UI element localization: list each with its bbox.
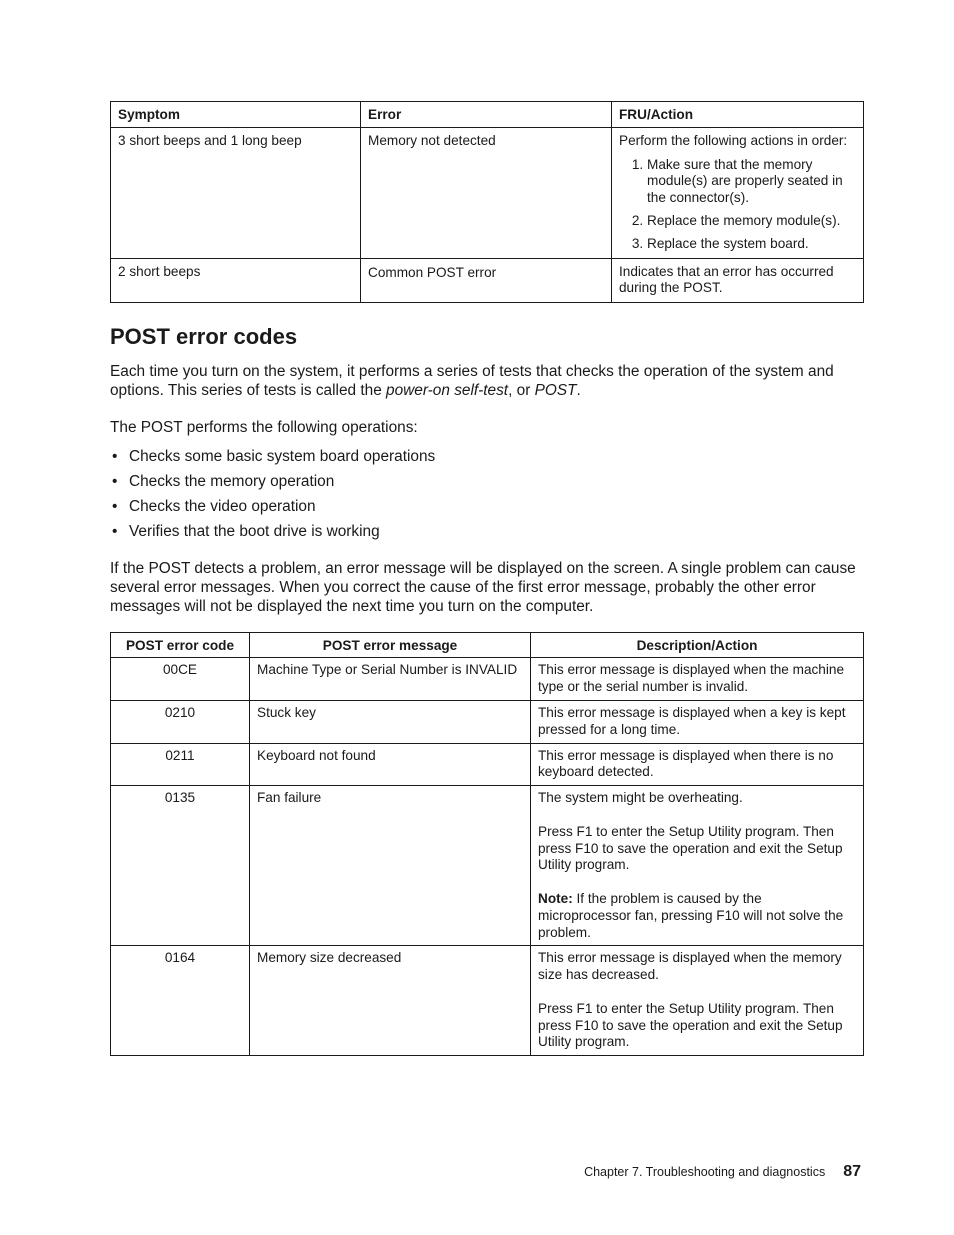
- action-step: 3. Replace the system board.: [647, 236, 856, 253]
- action-steps: [619, 157, 856, 253]
- error-message-cell: Memory size decreased: [250, 946, 531, 1056]
- note-body: If the problem is caused by the microprocessor fan, pressing F10 will not solve the problem.: [538, 891, 844, 940]
- list-item: • Checks the video operation: [110, 498, 863, 517]
- list-item: • Checks some basic system board operations: [110, 448, 863, 467]
- problem-paragraph: If the POST detects a problem, an error message will be displayed on the screen. A single problem can cause several error messages. When you correct the cause of the first error message, probably the other error messages will not be displayed the next time you turn on the computer.: [110, 560, 856, 615]
- intro-paragraph: [110, 363, 863, 401]
- action-cell: Indicates that an error has occurred during the POST.: [612, 258, 864, 303]
- column-header: Description/Action: [531, 632, 864, 658]
- error-code-cell: 00CE: [111, 658, 250, 701]
- note-text: [538, 891, 856, 941]
- table-header-row: [111, 102, 864, 128]
- table-row: [111, 258, 864, 303]
- column-header: Error: [361, 102, 612, 128]
- action-intro: Perform the following actions in order:: [619, 132, 848, 148]
- intro-text: .: [576, 381, 581, 399]
- symptom-table: [110, 101, 864, 303]
- error-cell: Common POST error: [361, 258, 612, 303]
- error-message-cell: Stuck key: [250, 701, 531, 744]
- error-code-cell: 0164: [111, 946, 250, 1056]
- table-row: [111, 701, 864, 744]
- chapter-label: Chapter 7. Troubleshooting and diagnostics: [584, 1165, 826, 1179]
- table-header-row: [111, 632, 864, 658]
- intro-text: Each time you turn on the system, it performs a series of tests that checks the operation of the system and options. This series of tests is called the: [110, 363, 834, 399]
- description-cell: This error message is displayed when the machine type or the serial number is invalid.: [531, 658, 864, 701]
- error-code-cell: 0135: [111, 786, 250, 946]
- document-page: [110, 101, 863, 1056]
- list-item: • Verifies that the boot drive is working: [110, 523, 863, 542]
- error-message-cell: Fan failure: [250, 786, 531, 946]
- note-label: Note:: [538, 891, 573, 906]
- table-row: [111, 786, 864, 946]
- table-row: [111, 743, 864, 786]
- table-row: [111, 127, 864, 258]
- description-cell: [531, 786, 864, 946]
- column-header: POST error code: [111, 632, 250, 658]
- description-cell: [531, 946, 864, 1056]
- column-header: POST error message: [250, 632, 531, 658]
- action-step: 1. Make sure that the memory module(s) are properly seated in the connector(s).: [647, 157, 856, 207]
- description-text: Press F1 to enter the Setup Utility program. Then press F10 to save the operation and exit the Setup Utility program.: [538, 1000, 843, 1050]
- operations-list: [110, 448, 863, 543]
- table-row: [111, 658, 864, 701]
- description-text: The system might be overheating.: [538, 790, 743, 806]
- description-text: Press F1 to enter the Setup Utility program. Then press F10 to save the operation and exit the Setup Utility program.: [538, 823, 843, 873]
- page-number: 87: [843, 1163, 861, 1180]
- intro-term: POST: [534, 381, 577, 399]
- operations-lead: The POST performs the following operations:: [110, 418, 418, 436]
- symptom-cell: 2 short beeps: [111, 258, 361, 303]
- description-text: This error message is displayed when the memory size has decreased.: [538, 950, 842, 983]
- error-code-cell: 0210: [111, 701, 250, 744]
- error-message-cell: Keyboard not found: [250, 743, 531, 786]
- page-footer: [584, 1163, 861, 1181]
- symptom-cell: 3 short beeps and 1 long beep: [111, 127, 361, 258]
- description-cell: This error message is displayed when there is no keyboard detected.: [531, 743, 864, 786]
- intro-text: , or: [508, 381, 535, 399]
- section-title: POST error codes: [110, 324, 298, 350]
- column-header: FRU/Action: [612, 102, 864, 128]
- error-message-cell: Machine Type or Serial Number is INVALID: [250, 658, 531, 701]
- column-header: Symptom: [111, 102, 361, 128]
- list-item: • Checks the memory operation: [110, 473, 863, 492]
- action-cell: [612, 127, 864, 258]
- description-cell: This error message is displayed when a key is kept pressed for a long time.: [531, 701, 864, 744]
- post-error-table: [110, 632, 864, 1057]
- error-cell: Memory not detected: [361, 127, 612, 258]
- intro-term: power-on self-test: [386, 381, 509, 399]
- action-step: 2. Replace the memory module(s).: [647, 213, 856, 230]
- table-row: [111, 946, 864, 1056]
- error-code-cell: 0211: [111, 743, 250, 786]
